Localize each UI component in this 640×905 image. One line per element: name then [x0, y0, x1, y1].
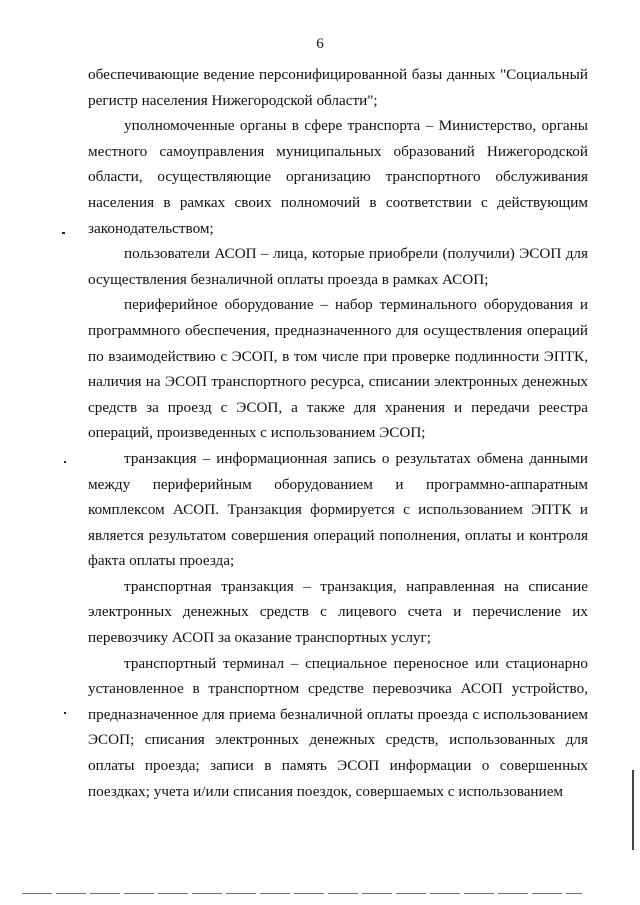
- paragraph-transport-terminal: транспортный терминал – специальное переносное или стационарно установленное в транспортном средстве перевозчика АСОП устройство, предназначенное для приема безналичной оплаты проезда с использованием ЭСОП; списания электронных денежных средств, использованных для оплаты проезда; записи в память ЭСОП информации о совершенных поездках; учета и/или списания поездок, совершаемых с использованием: [88, 654, 588, 800]
- paragraph-peripheral-equipment: периферийное оборудование – набор терминального оборудования и программного обеспечения, предназначенного для осуществления операций по взаимодействию с ЭСОП, в том числе при проверке подлинности ЭПТК, наличия на ЭСОП транспортного ресурса, списании электронных денежных средств за проезд с ЭСОП, а также для хранения и передачи реестра операций, произведенных с использованием ЭСОП;: [88, 296, 588, 442]
- scan-mark-left-middle: [64, 461, 66, 463]
- paragraph-authorized-bodies: уполномоченные органы в сфере транспорта – Министерство, органы местного самоуправления муниципальных образований Нижегородской области, осуществляющие организацию транспортного обслуживания населения в рамках своих полномочий в соответствии с действующим законодательством;: [88, 117, 588, 237]
- scan-edge-right: [632, 770, 634, 850]
- paragraph-continuation: обеспечивающие ведение персонифицированной базы данных "Социальный регистр населения Нижегородской области";: [88, 66, 588, 109]
- document-body: [88, 62, 588, 804]
- scan-edge-bottom: [22, 893, 582, 894]
- scan-mark-left-lower: [64, 712, 66, 714]
- scan-mark-left-top: [62, 232, 65, 234]
- paragraph-asop-users: пользователи АСОП – лица, которые приобрели (получили) ЭСОП для осуществления безналичной оплаты проезда в рамках АСОП;: [88, 245, 588, 288]
- paragraph-transaction: транзакция – информационная запись о результатах обмена данными между периферийным оборудованием и программно-аппаратным комплексом АСОП. Транзакция формируется с использованием ЭПТК и является результатом совершения операций пополнения, оплаты и контроля факта оплаты проезда;: [88, 449, 588, 570]
- page-number: 6: [316, 36, 324, 52]
- paragraph-transport-transaction: транспортная транзакция – транзакция, направленная на списание электронных денежных средств с лицевого счета и перечисление их перевозчику АСОП за оказание транспортных услуг;: [88, 577, 588, 647]
